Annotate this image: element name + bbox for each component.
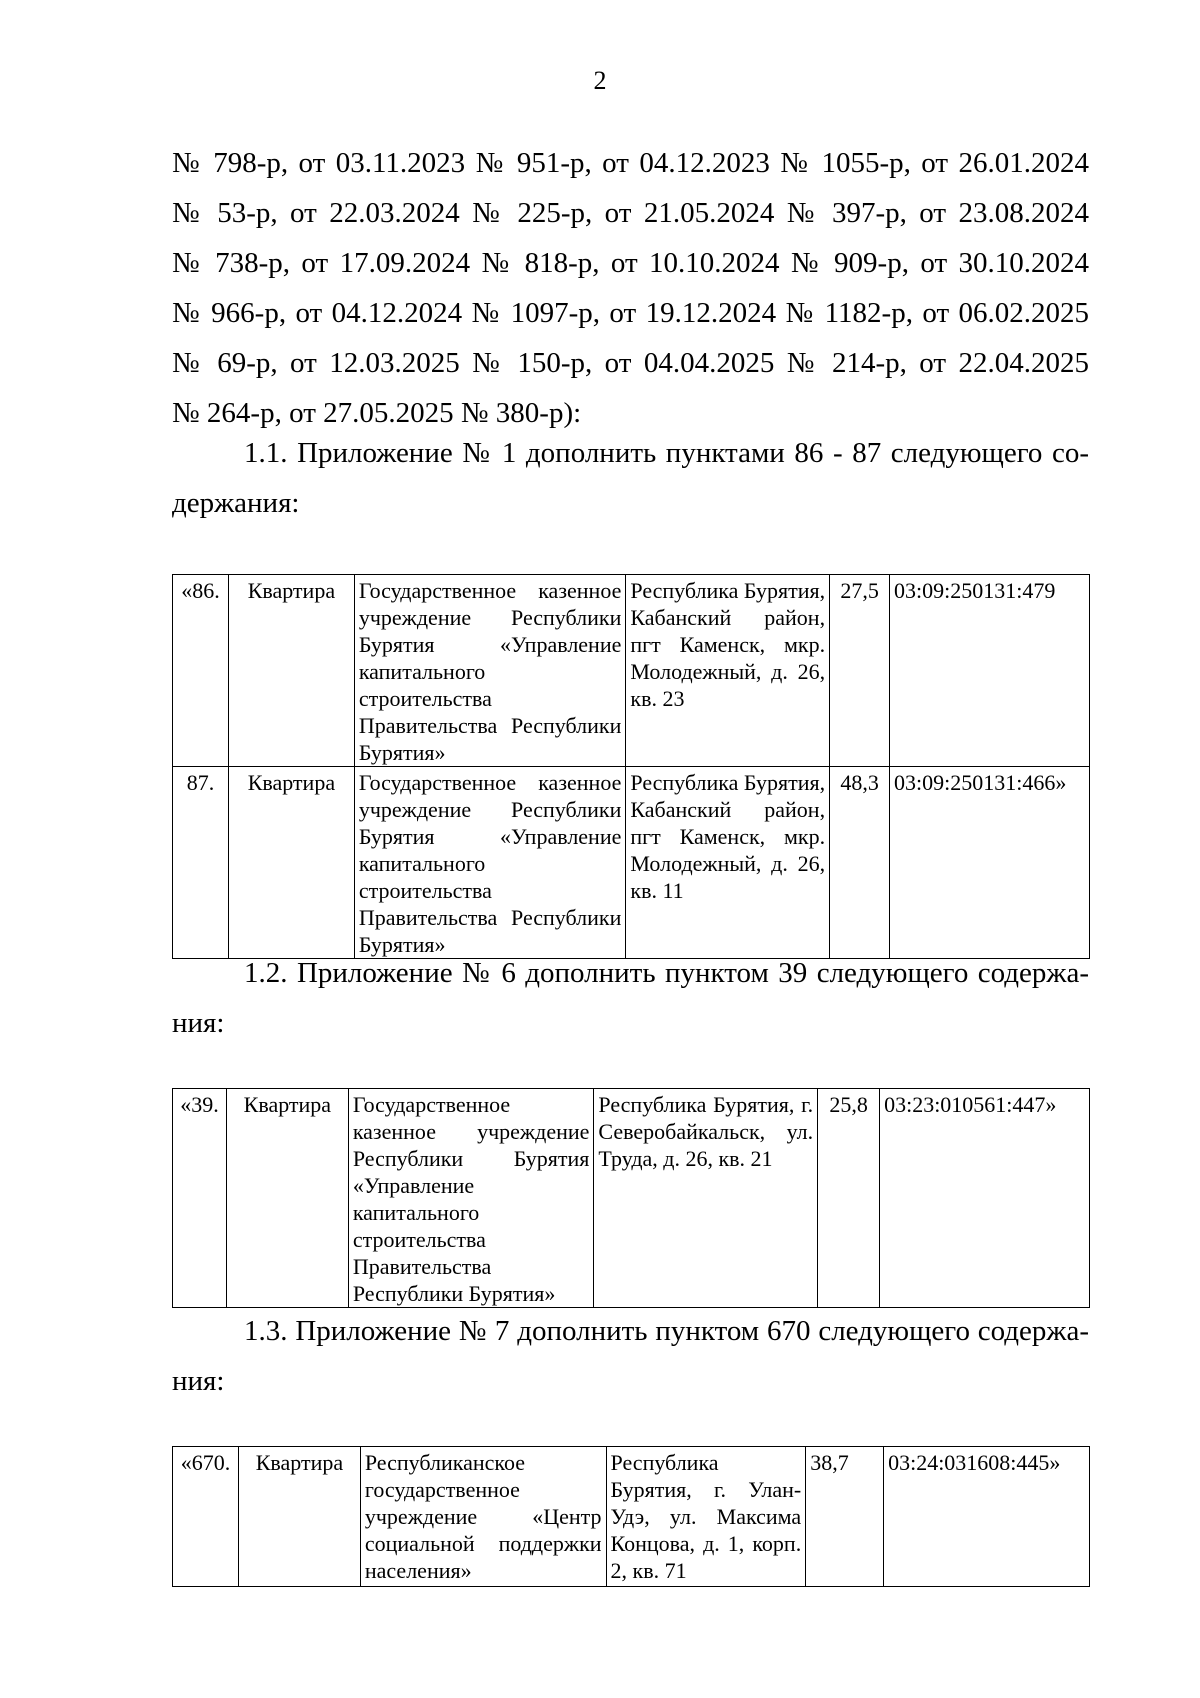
- item-number: 87.: [173, 767, 229, 959]
- object-type: Квартира: [238, 1447, 360, 1587]
- annex-6-table: [172, 1088, 1090, 1308]
- section-heading-line: ния:: [172, 1365, 225, 1397]
- holder-name: Государственное казенное учреждение Республики Бурятия «Управление капитального строительства Правительства Республики Бурятия»: [354, 575, 626, 767]
- cadastral-number: 03:23:010561:447»: [880, 1089, 1090, 1308]
- item-number: «86.: [173, 575, 229, 767]
- intro-line: № 738-р, от 17.09.2024 № 818-р, от 10.10.2024 № 909-р, от 30.10.2024: [172, 247, 1089, 279]
- section-heading-line: 1.1. Приложение № 1 дополнить пунктами 86 - 87 следующего со-: [244, 437, 1089, 469]
- object-area: 48,3: [830, 767, 890, 959]
- item-number: «670.: [173, 1447, 239, 1587]
- object-address: Республика Бурятия, г. Северобайкальск, ул. Труда, д. 26, кв. 21: [594, 1089, 818, 1308]
- object-area: 38,7: [806, 1447, 884, 1587]
- cadastral-number: 03:24:031608:445»: [884, 1447, 1090, 1587]
- page-number: 2: [593, 66, 607, 95]
- intro-line: № 53-р, от 22.03.2024 № 225-р, от 21.05.2024 № 397-р, от 23.08.2024: [172, 197, 1089, 229]
- object-address: Республика Бурятия, Кабанский район, пгт Каменск, мкр. Молодежный, д. 26, кв. 11: [626, 767, 830, 959]
- object-area: 25,8: [818, 1089, 880, 1308]
- table-row: [173, 1447, 1090, 1587]
- holder-name: Государственное казенное учреждение Республики Бурятия «Управление капитального строительства Правительства Республики Бурятия»: [348, 1089, 594, 1308]
- intro-line: № 69-р, от 12.03.2025 № 150-р, от 04.04.2025 № 214-р, от 22.04.2025: [172, 347, 1089, 379]
- intro-line: № 798-р, от 03.11.2023 № 951-р, от 04.12.2023 № 1055-р, от 26.01.2024: [172, 147, 1089, 179]
- section-heading-line: 1.3. Приложение № 7 дополнить пунктом 670 следующего содержа-: [244, 1315, 1089, 1347]
- section-heading-line: держания:: [172, 487, 300, 519]
- section-heading-line: 1.2. Приложение № 6 дополнить пунктом 39 следующего содержа-: [244, 957, 1089, 989]
- object-type: Квартира: [228, 767, 354, 959]
- section-1-2-paragraph: [172, 948, 1089, 1048]
- holder-name: Государственное казенное учреждение Республики Бурятия «Управление капитального строительства Правительства Республики Бурятия»: [354, 767, 626, 959]
- section-heading-line: ния:: [172, 1007, 225, 1039]
- table-row: [173, 767, 1090, 959]
- annex-7-table: [172, 1446, 1090, 1587]
- intro-line: № 966-р, от 04.12.2024 № 1097-р, от 19.12.2024 № 1182-р, от 06.02.2025: [172, 297, 1089, 329]
- table-row: [173, 1089, 1090, 1308]
- intro-paragraph: [172, 138, 1089, 438]
- section-1-3-paragraph: [172, 1306, 1089, 1406]
- object-area: 27,5: [830, 575, 890, 767]
- section-1-1-paragraph: [172, 428, 1089, 528]
- annex-1-table: [172, 574, 1090, 959]
- object-type: Квартира: [226, 1089, 348, 1308]
- holder-name: Республиканское государственное учреждение «Центр социальной поддержки населения»: [360, 1447, 606, 1587]
- intro-line: № 264-р, от 27.05.2025 № 380-р):: [172, 397, 582, 429]
- object-type: Квартира: [228, 575, 354, 767]
- cadastral-number: 03:09:250131:466»: [890, 767, 1090, 959]
- item-number: «39.: [173, 1089, 227, 1308]
- object-address: Республика Бурятия, г. Улан-Удэ, ул. Максима Концова, д. 1, корп. 2, кв. 71: [606, 1447, 806, 1587]
- cadastral-number: 03:09:250131:479: [890, 575, 1090, 767]
- table-row: [173, 575, 1090, 767]
- object-address: Республика Бурятия, Кабанский район, пгт Каменск, мкр. Молодежный, д. 26, кв. 23: [626, 575, 830, 767]
